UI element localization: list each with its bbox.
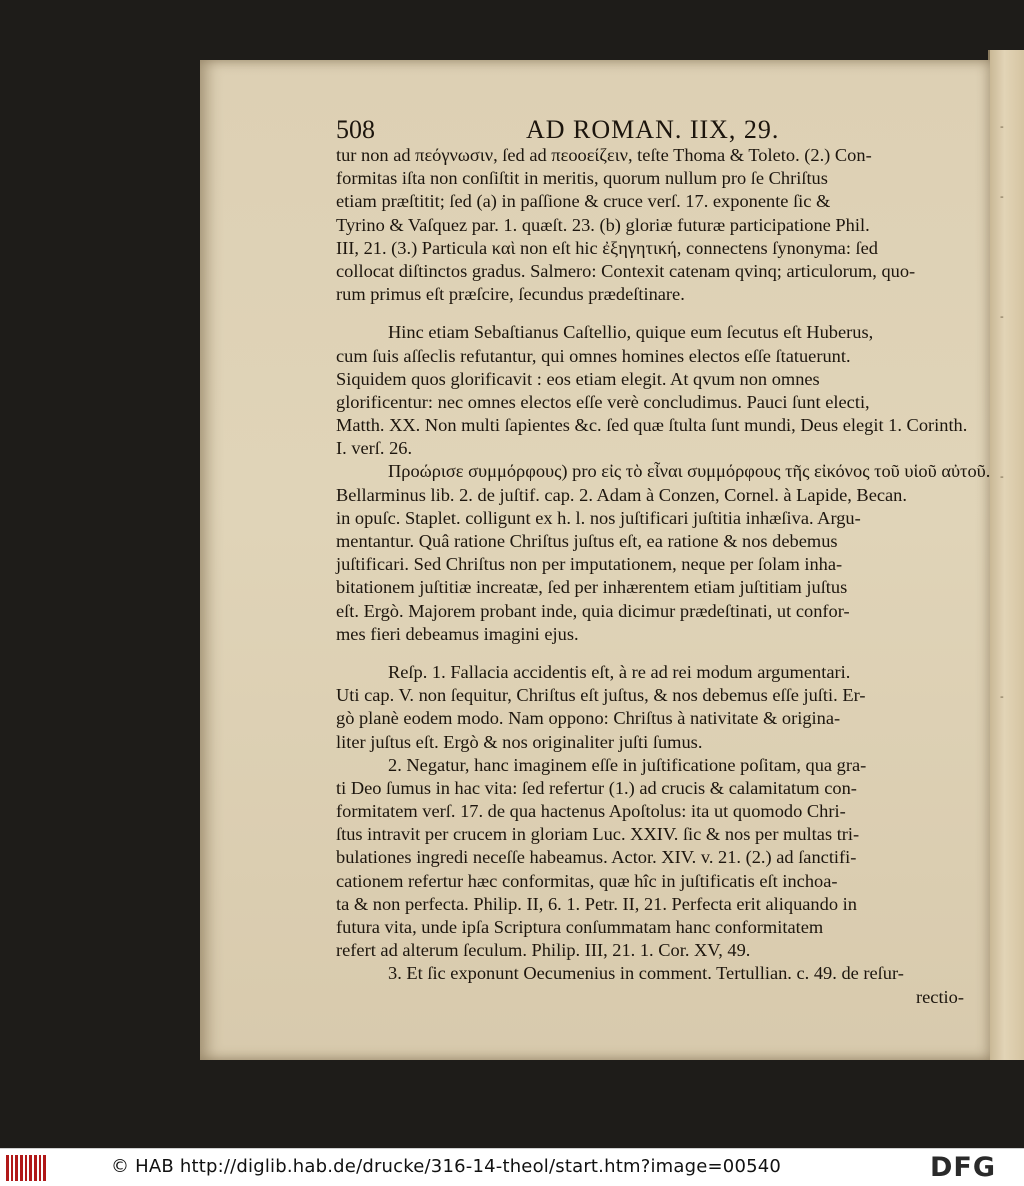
text-line: formitatem verſ. 17. de qua hactenus Apoſtolus: ita ut quomodo Chri- <box>336 801 846 822</box>
text-line: Hinc etiam Sebaſtianus Caſtellio, quique eum ſecutus eſt Huberus, <box>388 322 874 343</box>
text-line: futura vita, unde ipſa Scriptura conſummatam hanc conformitatem <box>336 917 824 937</box>
text-line: juſtificari. Sed Chriſtus non per imputationem, neque per ſolam inha- <box>336 554 843 575</box>
text-line: cum ſuis aſſeclis refutantur, qui omnes homines electos eſſe ſtatuerunt. <box>336 345 851 366</box>
text-line: liter juſtus eſt. Ergò & nos originaliter juſti ſumus. <box>336 731 703 752</box>
body-text <box>336 144 991 1009</box>
dfg-logo: DFG <box>930 1152 997 1183</box>
text-line: ta & non perfecta. Philip. II, 6. 1. Petr. II, 21. Perfecta erit aliquando in <box>336 893 857 914</box>
hab-barcode-icon <box>6 1155 46 1181</box>
text-line: in opuſc. Staplet. colligunt ex h. l. nos juſtificari juſtitia inhæſiva. Argu- <box>336 507 861 528</box>
text-line: mes fieri debeamus imagini ejus. <box>336 623 579 644</box>
text-line: tur non ad πεόγνωσιν, ſed ad πεοοείζειν, teſte Thoma & Toleto. (2.) Con- <box>336 145 872 165</box>
text-line: ſtus intravit per crucem in gloriam Luc. XXIV. ſic & nos per multas tri- <box>336 824 860 845</box>
text-line: Matth. XX. Non multi ſapientes &c. ſed quæ ſtulta ſunt mundi, Deus elegit 1. Corinth. <box>336 415 968 436</box>
text-line: collocat diſtinctos gradus. Salmero: Contexit catenam qvinq; articulorum, quo- <box>336 260 916 281</box>
text-line: etiam præſtitit; ſed (a) in paſſione & cruce verſ. 17. exponente ſic & <box>336 191 831 212</box>
text-line: bulationes ingredi neceſſe habeamus. Actor. XIV. v. 21. (2.) ad ſanctifi- <box>336 847 857 868</box>
page-number: 508 <box>336 115 375 144</box>
text-line: gò planè eodem modo. Nam oppono: Chriſtus à nativitate & origina- <box>336 708 841 729</box>
text-line: I. verſ. 26. <box>336 438 413 459</box>
text-line: glorificentur: nec omnes electos eſſe verè concludimus. Pauci ſunt electi, <box>336 391 870 412</box>
book-edge-next-page: - - - - - <box>988 50 1024 1060</box>
running-title: AD ROMAN. IIX, 29. <box>526 115 780 144</box>
text-line: ti Deo ſumus in hac vita: ſed refertur (1.) ad crucis & calamitatum con- <box>336 777 857 798</box>
text-line: formitas iſta non conſiſtit in meritis, quorum nullum pro ſe Chriſtus <box>336 168 828 189</box>
text-line: 3. Et ſic exponunt Oecumenius in comment. Tertullian. c. 49. de reſur- <box>388 963 904 984</box>
text-line: cationem refertur hæc conformitas, quæ hîc in juſtificatis eſt inchoa- <box>336 870 838 891</box>
text-line: Tyrino & Vaſquez par. 1. quæſt. 23. (b) gloriæ futuræ participatione Phil. <box>336 214 870 235</box>
text-line: Siquidem quos glorificavit : eos etiam elegit. At qvum non omnes <box>336 368 820 389</box>
footer-bar <box>0 1148 1024 1186</box>
text-line: 2. Negatur, hanc imaginem eſſe in juſtificatione poſitam, qua gra- <box>388 754 867 775</box>
book-page <box>200 60 990 1060</box>
text-line: eſt. Ergò. Majorem probant inde, quia dicimur prædeſtinati, ut confor- <box>336 600 850 621</box>
catchword: rectio- <box>916 986 964 1007</box>
text-line: Uti cap. V. non ſequitur, Chriſtus eſt juſtus, & nos debemus eſſe juſti. Er- <box>336 685 866 706</box>
text-line: Reſp. 1. Fallacia accidentis eſt, à re ad rei modum argumentari. <box>388 661 851 682</box>
source-url-caption: © HAB http://diglib.hab.de/drucke/316-14-theol/start.htm?image=00540 <box>111 1156 782 1177</box>
text-line: refert ad alterum ſeculum. Philip. III, 21. 1. Cor. XV, 49. <box>336 940 751 961</box>
text-line: Πρoώρισε συμμόρφους) pro εἰς τὸ εἶναι συμμόρφους τῆς εἰκόνος τοῦ υἱοῦ αὐτοῦ. <box>388 461 991 482</box>
text-line: rum primus eſt præſcire, ſecundus prædeſtinare. <box>336 284 685 305</box>
text-line: bitationem juſtitiæ increatæ, ſed per inhærentem etiam juſtitiam juſtus <box>336 577 848 598</box>
text-line: III, 21. (3.) Particula καὶ non eſt hic ἐξηγητική, connectens ſynonyma: ſed <box>336 237 878 258</box>
text-line: mentantur. Quâ ratione Chriſtus juſtus eſt, ea ratione & nos debemus <box>336 531 838 551</box>
text-line: Bellarminus lib. 2. de juſtif. cap. 2. Adam à Conzen, Cornel. à Lapide, Becan. <box>336 484 907 505</box>
